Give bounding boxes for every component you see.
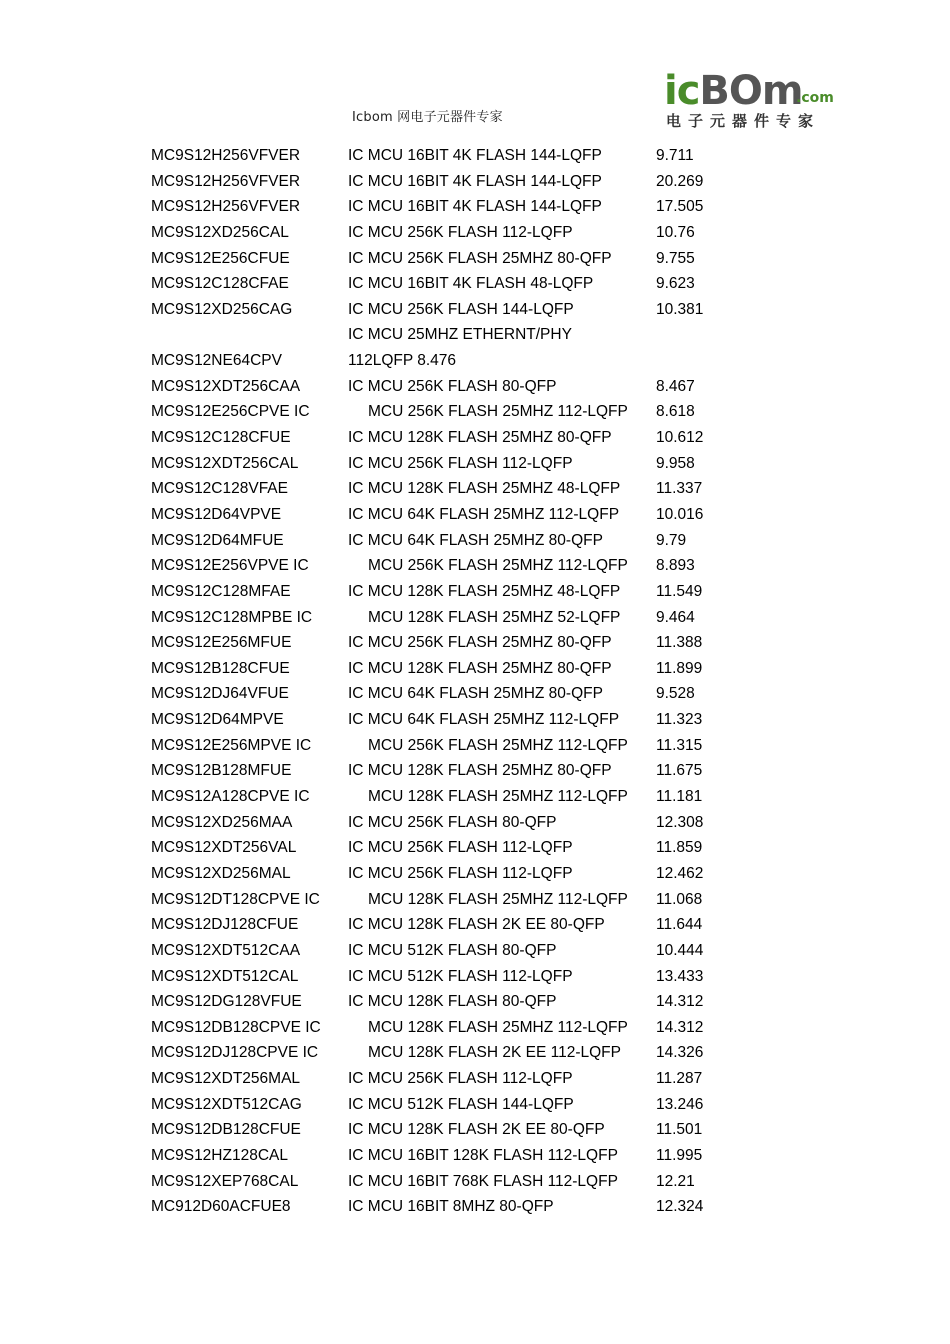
description-cell: IC MCU 128K FLASH 80-QFP [348, 993, 557, 1011]
price-cell: 10.612 [656, 429, 704, 447]
part-number-cell: MC9S12E256VPVE IC [151, 557, 309, 575]
logo-subtitle: 电子元器件专家 [666, 112, 821, 130]
description-cell: IC MCU 256K FLASH 112-LQFP [348, 864, 573, 882]
price-cell: 8.618 [656, 403, 695, 421]
table-row [0, 784, 950, 810]
description-cell: MCU 256K FLASH 25MHZ 112-LQFP [368, 403, 628, 421]
part-number-cell: MC9S12XDT512CAG [151, 1095, 302, 1113]
price-cell: 9.623 [656, 275, 695, 293]
price-cell: 12.308 [656, 813, 704, 831]
table-row [0, 425, 950, 451]
price-cell: 11.323 [656, 711, 703, 729]
table-row [0, 169, 950, 195]
part-number-cell: MC9S12HZ128CAL [151, 1146, 288, 1164]
logo-dotcom-text: .com [796, 90, 834, 106]
description-cell: IC MCU 128K FLASH 2K EE 80-QFP [348, 1121, 605, 1139]
price-cell: 11.859 [656, 839, 703, 857]
table-row [0, 297, 950, 323]
part-number-cell: MC9S12XD256CAL [151, 223, 289, 241]
price-cell: 11.287 [656, 1070, 703, 1088]
description-cell: MCU 128K FLASH 25MHZ 112-LQFP [368, 1018, 628, 1036]
part-number-cell: MC9S12E256CFUE [151, 249, 290, 267]
part-number-cell: MC9S12C128CFUE [151, 429, 291, 447]
part-number-cell: MC9S12XD256MAL [151, 864, 291, 882]
description-cell: MCU 256K FLASH 25MHZ 112-LQFP [368, 736, 628, 754]
description-cell: IC MCU 16BIT 4K FLASH 144-LQFP [348, 198, 602, 216]
description-cell: IC MCU 64K FLASH 25MHZ 80-QFP [348, 531, 603, 549]
logo-bom-text: BOm [699, 68, 803, 114]
table-row [0, 887, 950, 913]
description-cell: IC MCU 128K FLASH 25MHZ 80-QFP [348, 659, 612, 677]
part-number-cell: MC9S12DJ128CFUE [151, 916, 299, 934]
price-cell: 11.068 [656, 890, 703, 908]
table-row [0, 758, 950, 784]
description-cell: IC MCU 512K FLASH 80-QFP [348, 941, 557, 959]
description-cell: IC MCU 128K FLASH 25MHZ 80-QFP [348, 429, 612, 447]
part-number-cell: MC9S12E256MPVE IC [151, 736, 312, 754]
table-row [0, 451, 950, 477]
part-number-cell: MC9S12C128VFAE [151, 480, 288, 498]
price-cell: 11.549 [656, 582, 703, 600]
price-cell: 13.246 [656, 1095, 704, 1113]
table-row [0, 143, 950, 169]
price-cell: 12.21 [656, 1172, 695, 1190]
description-cell: IC MCU 16BIT 4K FLASH 144-LQFP [348, 147, 602, 164]
description-cell: IC MCU 256K FLASH 112-LQFP [348, 454, 573, 472]
table-row [0, 476, 950, 502]
description-cell: MCU 128K FLASH 25MHZ 52-LQFP [368, 608, 621, 626]
part-number-cell: MC9S12XDT256CAL [151, 454, 299, 472]
part-number-cell: MC9S12D64MFUE [151, 531, 284, 549]
table-row [0, 964, 950, 990]
table-row [0, 1015, 950, 1041]
description-cell: IC MCU 512K FLASH 144-LQFP [348, 1095, 574, 1113]
description-cell: IC MCU 25MHZ ETHERNT/PHY [348, 326, 572, 344]
description-cell: IC MCU 256K FLASH 25MHZ 80-QFP [348, 249, 612, 267]
table-row [0, 1066, 950, 1092]
description-cell: IC MCU 16BIT 128K FLASH 112-LQFP [348, 1146, 618, 1164]
description-cell: IC MCU 16BIT 8MHZ 80-QFP [348, 1198, 554, 1216]
price-cell: 11.501 [656, 1121, 703, 1139]
description-cell: IC MCU 16BIT 768K FLASH 112-LQFP [348, 1172, 618, 1190]
table-row [0, 989, 950, 1015]
table-row [0, 707, 950, 733]
price-cell: 8.467 [656, 377, 695, 395]
price-cell: 11.644 [656, 916, 703, 934]
part-number-cell: MC9S12B128CFUE [151, 659, 290, 677]
icbom-logo [664, 68, 840, 132]
description-cell: IC MCU 16BIT 4K FLASH 144-LQFP [348, 172, 602, 190]
parts-price-table [0, 143, 950, 1220]
table-row [0, 528, 950, 554]
part-number-cell: MC9S12DB128CPVE IC [151, 1018, 321, 1036]
price-cell: 11.388 [656, 634, 703, 652]
price-cell: 9.958 [656, 454, 695, 472]
part-number-cell: MC9S12XD256CAG [151, 300, 293, 318]
logo-wordmark [664, 68, 803, 114]
part-number-cell: MC9S12H256VFVER [151, 172, 301, 190]
part-number-cell: MC9S12DT128CPVE IC [151, 890, 320, 908]
price-cell: 12.462 [656, 864, 704, 882]
price-cell: 10.76 [656, 223, 695, 241]
description-cell: IC MCU 256K FLASH 112-LQFP [348, 839, 573, 857]
part-number-cell: MC9S12E256CPVE IC [151, 403, 310, 421]
part-number-cell: MC9S12C128MPBE IC [151, 608, 313, 626]
part-number-cell: MC9S12NE64CPV [151, 352, 282, 370]
table-row [0, 246, 950, 272]
table-row [0, 348, 950, 374]
table-row [0, 502, 950, 528]
description-cell: 112LQFP 8.476 [348, 352, 457, 370]
description-cell: IC MCU 16BIT 4K FLASH 48-LQFP [348, 275, 594, 293]
price-cell: 11.995 [656, 1146, 703, 1164]
table-row [0, 579, 950, 605]
table-row [0, 810, 950, 836]
description-cell: IC MCU 128K FLASH 25MHZ 48-LQFP [348, 582, 621, 600]
description-cell: IC MCU 256K FLASH 25MHZ 80-QFP [348, 634, 612, 652]
price-cell: 14.312 [656, 1018, 704, 1036]
table-row [0, 271, 950, 297]
part-number-cell: MC9S12DJ64VFUE [151, 685, 289, 703]
price-cell: 11.315 [656, 736, 703, 754]
table-row [0, 861, 950, 887]
part-number-cell: MC9S12H256VFVER [151, 198, 301, 216]
part-number-cell: MC9S12XDT512CAL [151, 967, 299, 985]
table-row [0, 1194, 950, 1220]
price-cell: 9.528 [656, 685, 695, 703]
part-number-cell: MC9S12D64VPVE [151, 505, 282, 523]
price-cell: 11.181 [656, 788, 703, 806]
table-row [0, 1169, 950, 1195]
part-number-cell: MC9S12DG128VFUE [151, 993, 302, 1011]
description-cell: IC MCU 512K FLASH 112-LQFP [348, 967, 573, 985]
price-cell: 11.337 [656, 480, 703, 498]
description-cell: MCU 256K FLASH 25MHZ 112-LQFP [368, 557, 628, 575]
part-number-cell: MC9S12XDT256VAL [151, 839, 297, 857]
price-cell: 9.464 [656, 608, 695, 626]
table-row [0, 399, 950, 425]
price-cell: 17.505 [656, 198, 704, 216]
table-row [0, 912, 950, 938]
part-number-cell: MC9S12E256MFUE [151, 634, 292, 652]
table-row [0, 605, 950, 631]
part-number-cell: MC9S12DJ128CPVE IC [151, 1044, 319, 1062]
part-number-cell: MC9S12C128CFAE [151, 275, 289, 293]
logo-ic-text: ic [664, 68, 700, 114]
part-number-cell: MC9S12XDT512CAA [151, 941, 301, 959]
table-row [0, 1117, 950, 1143]
description-cell: IC MCU 64K FLASH 25MHZ 80-QFP [348, 685, 603, 703]
description-cell: IC MCU 256K FLASH 112-LQFP [348, 1070, 573, 1088]
table-row [0, 374, 950, 400]
table-row [0, 656, 950, 682]
price-cell: 10.016 [656, 505, 704, 523]
price-cell: 14.326 [656, 1044, 704, 1062]
table-row [0, 1143, 950, 1169]
description-cell: IC MCU 256K FLASH 112-LQFP [348, 223, 573, 241]
description-cell: IC MCU 64K FLASH 25MHZ 112-LQFP [348, 711, 620, 729]
part-number-cell: MC9S12C128MFAE [151, 582, 291, 600]
description-cell: IC MCU 256K FLASH 80-QFP [348, 377, 557, 395]
price-cell: 11.899 [656, 659, 703, 677]
description-cell: IC MCU 256K FLASH 144-LQFP [348, 300, 574, 318]
table-row [0, 681, 950, 707]
table-row [0, 322, 950, 348]
table-row [0, 1040, 950, 1066]
table-row [0, 630, 950, 656]
price-cell: 13.433 [656, 967, 704, 985]
table-row [0, 835, 950, 861]
table-row [0, 1092, 950, 1118]
part-number-cell: MC912D60ACFUE8 [151, 1198, 291, 1216]
price-cell: 8.893 [656, 557, 695, 575]
description-cell: IC MCU 128K FLASH 2K EE 80-QFP [348, 916, 605, 934]
description-cell: IC MCU 128K FLASH 25MHZ 80-QFP [348, 762, 612, 780]
price-cell: 9.79 [656, 531, 687, 549]
price-cell: 14.312 [656, 993, 704, 1011]
price-cell: 10.381 [656, 300, 704, 318]
price-cell: 10.444 [656, 941, 704, 959]
price-cell: 9.711 [656, 147, 694, 164]
table-row [0, 733, 950, 759]
part-number-cell: MC9S12XDT256MAL [151, 1070, 301, 1088]
part-number-cell: MC9S12DB128CFUE [151, 1121, 301, 1139]
description-cell: IC MCU 128K FLASH 25MHZ 48-LQFP [348, 480, 621, 498]
part-number-cell: MC9S12H256VFVER [151, 147, 301, 164]
description-cell: IC MCU 256K FLASH 80-QFP [348, 813, 557, 831]
table-row [0, 553, 950, 579]
description-cell: MCU 128K FLASH 25MHZ 112-LQFP [368, 890, 628, 908]
table-row [0, 220, 950, 246]
part-number-cell: MC9S12B128MFUE [151, 762, 292, 780]
price-cell: 12.324 [656, 1198, 704, 1216]
description-cell: MCU 128K FLASH 25MHZ 112-LQFP [368, 788, 628, 806]
description-cell: MCU 128K FLASH 2K EE 112-LQFP [368, 1044, 621, 1062]
table-row [0, 938, 950, 964]
page-header-title: Icbom 网电子元器件专家 [352, 110, 503, 125]
part-number-cell: MC9S12XDT256CAA [151, 377, 301, 395]
price-cell: 20.269 [656, 172, 704, 190]
part-number-cell: MC9S12D64MPVE [151, 711, 284, 729]
price-cell: 11.675 [656, 762, 703, 780]
description-cell: IC MCU 64K FLASH 25MHZ 112-LQFP [348, 505, 620, 523]
part-number-cell: MC9S12A128CPVE IC [151, 788, 310, 806]
table-row [0, 194, 950, 220]
part-number-cell: MC9S12XD256MAA [151, 813, 293, 831]
part-number-cell: MC9S12XEP768CAL [151, 1172, 299, 1190]
price-cell: 9.755 [656, 249, 695, 267]
